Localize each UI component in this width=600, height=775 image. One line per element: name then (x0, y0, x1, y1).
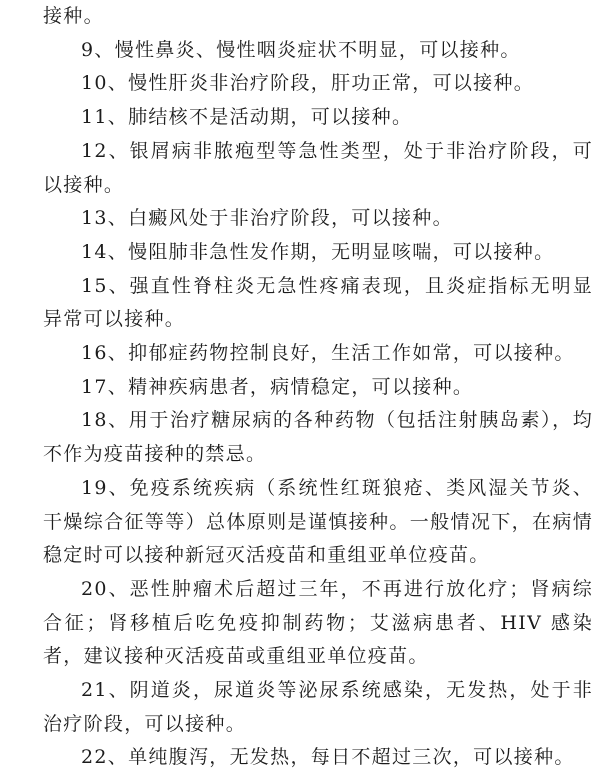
paragraph: 21、阴道炎，尿道炎等泌尿系统感染，无发热，处于非治疗阶段，可以接种。 (43, 679, 593, 735)
paragraph: 12、银屑病非脓疱型等急性类型，处于非治疗阶段，可以接种。 (43, 139, 593, 196)
paragraph: 16、抑郁症药物控制良好，生活工作如常，可以接种。 (81, 342, 575, 365)
paragraph: 接种。 (43, 5, 104, 27)
paragraph: 18、用于治疗糖尿病的各种药物（包括注射胰岛素），均不作为疫苗接种的禁忌。 (43, 409, 593, 466)
paragraph: 10、慢性肝炎非治疗阶段，肝功正常，可以接种。 (81, 72, 535, 95)
paragraph: 9、慢性鼻炎、慢性咽炎症状不明显，可以接种。 (81, 38, 521, 61)
paragraph: 15、强直性脊柱炎无急性疼痛表现，且炎症指标无明显异常可以接种。 (43, 274, 593, 331)
paragraph: 17、精神疾病患者，病情稳定，可以接种。 (81, 375, 474, 398)
paragraph: 19、免疫系统疾病（系统性红斑狼疮、类风湿关节炎、干燥综合征等等）总体原则是谨慎接种。一般情况下，在病情稳定时可以接种新冠灭活疫苗和重组亚单位疫苗。 (43, 476, 593, 567)
paragraph: 20、恶性肿瘤术后超过三年，不再进行放化疗；肾病综合征；肾移植后吃免疫抑制药物；艾滋病患者、HIV 感染者，建议接种灭活疫苗或重组亚单位疫苗。 (43, 577, 593, 668)
paragraph: 22、单纯腹泻，无发热，每日不超过三次，可以接种。 (81, 746, 575, 769)
paragraph: 13、白癜风处于非治疗阶段，可以接种。 (81, 207, 453, 230)
paragraph: 14、慢阻肺非急性发作期，无明显咳喘，可以接种。 (81, 240, 555, 263)
paragraph: 11、肺结核不是活动期，可以接种。 (81, 106, 413, 129)
